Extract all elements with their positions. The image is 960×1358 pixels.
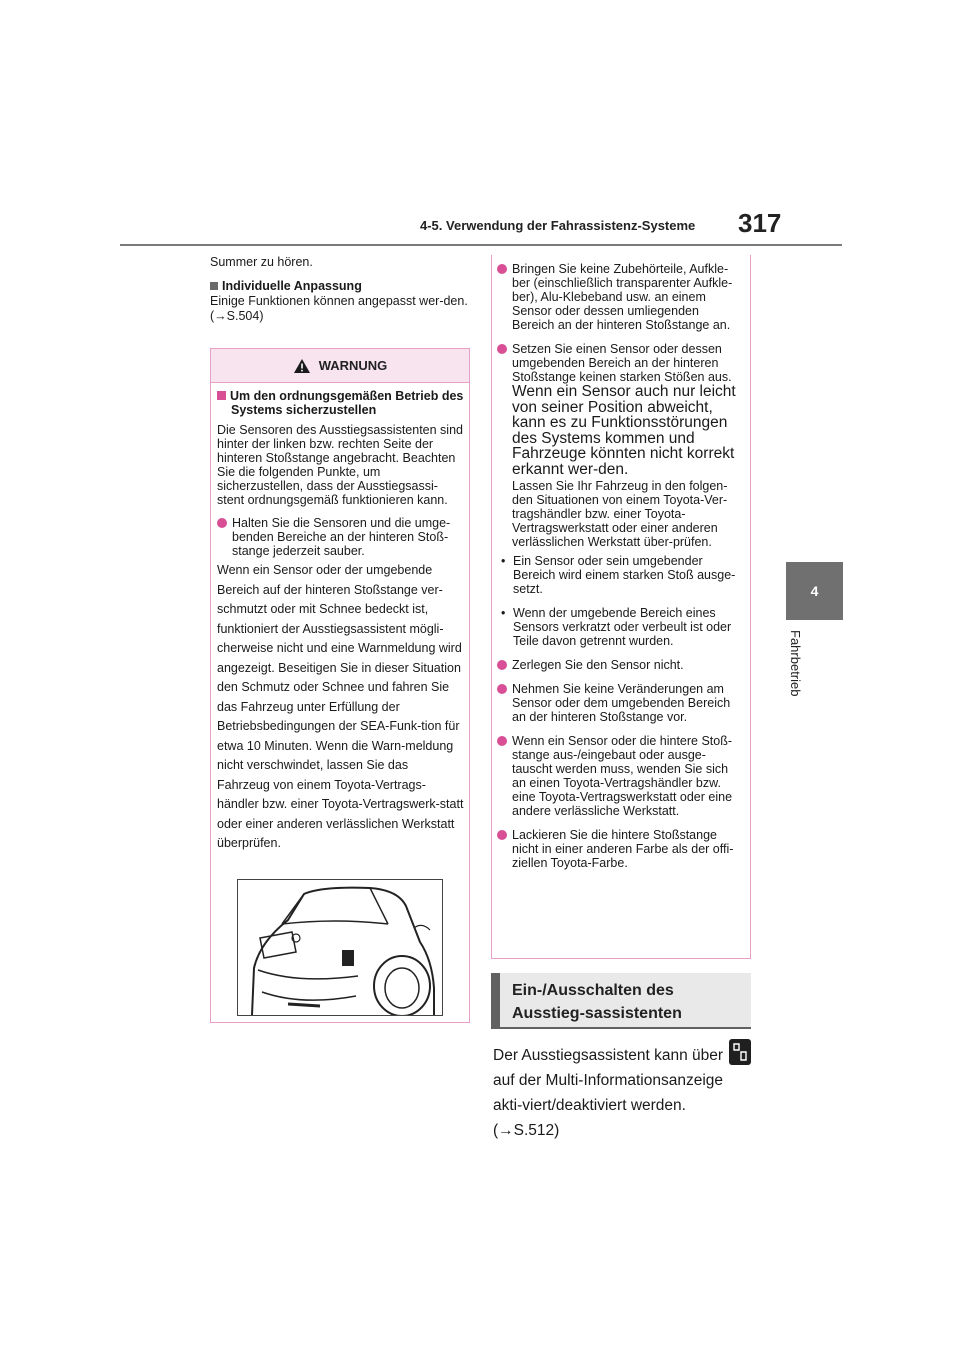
body-line: Der Ausstiegsassistent kann über <box>493 1039 755 1068</box>
bullet-item: Wenn ein Sensor oder die hintere Stoß-stange aus-/eingebaut oder ausge-tauscht werden muss, wenden Sie sich an einen Toyota-Vertragshändler bzw. eine Toyota-Vertragswerkstatt oder eine andere verlässliche Werkstatt. <box>497 734 744 818</box>
warning-triangle-icon <box>293 358 311 374</box>
bullet-dot-icon <box>497 830 507 840</box>
chapter-number: 4 <box>810 583 819 599</box>
left-column <box>210 255 472 324</box>
car-rear-icon <box>238 880 442 1015</box>
square-bullet-icon <box>217 391 226 400</box>
warning-box-continued <box>491 255 751 959</box>
bullet-text: Lassen Sie Ihr Fahrzeug in den folgen-den Situationen von einem Toyota-Ver-tragshändler bzw. einer Toyota-Vertragswerkstatt oder einer anderen verlässlichen Werkstatt über-prüfen. <box>512 479 728 549</box>
car-rear-illustration <box>237 879 443 1016</box>
body-line: auf der Multi-Informationsanzeige akti-viert/deaktiviert werden. (→S.512) <box>493 1072 724 1139</box>
page-number: 317 <box>738 208 782 238</box>
warning-label: WARNUNG <box>318 358 388 373</box>
bullet-dot-icon <box>217 518 227 528</box>
chapter-label: Fahrbetrieb <box>788 630 803 697</box>
display-settings-icon <box>729 1039 751 1065</box>
bullet-mark: • <box>501 554 506 568</box>
bullet-text: Setzen Sie einen Sensor oder dessen umgebenden Bereich an der hinteren Stoßstange keinen starken Stößen aus. <box>512 342 732 384</box>
warning-body <box>211 383 469 854</box>
sub-heading: Individuelle Anpassung <box>210 279 472 294</box>
header-rule <box>120 244 842 246</box>
bullet-item: Bringen Sie keine Zubehörteile, Aufkle-ber (einschließlich transparenter Aufkle-ber), Alu-Klebeband usw. an einem Sensor oder dessen umliegenden Bereich an der hinteren Stoßstange an. <box>497 262 744 332</box>
warning-heading: Um den ordnungsgemäßen Betrieb des Systems sicherzustellen <box>217 389 464 417</box>
body-text <box>493 1039 755 1143</box>
bullet-item: Nehmen Sie keine Veränderungen am Sensor oder dem umgebenden Bereich an der hinteren Stoßstange vor. <box>497 682 744 724</box>
square-bullet-icon <box>210 282 218 290</box>
bullet-mark: • <box>501 606 506 620</box>
warning-header <box>211 349 469 383</box>
bullet-dot-icon <box>497 736 507 746</box>
section-heading: Ein-/Ausschalten des Ausstieg-sassistenten <box>491 973 751 1027</box>
bullet-item: Zerlegen Sie den Sensor nicht. <box>497 658 744 672</box>
section-title: 4-5. Verwendung der Fahrassistenz-Systeme <box>420 218 696 233</box>
section-rule <box>491 1027 751 1029</box>
bullet-item: Lackieren Sie die hintere Stoßstange nicht in einer anderen Farbe als der offi-ziellen Toyota-Farbe. <box>497 828 744 870</box>
bullet-item <box>497 342 744 549</box>
warning-bullet: Halten Sie die Sensoren und die umge-benden Bereiche an der hinteren Stoß-stange jederzeit sauber. <box>217 516 464 558</box>
warning-paragraph: Die Sensoren des Ausstiegsassistenten sind hinter der linken bzw. rechten Seite der hinteren Stoßstange angebracht. Beachten Sie die folgenden Punkte, um sicherzustellen, dass der Ausstiegsassi-stent ordnungsgemäß funktionieren kann. <box>217 423 463 507</box>
bullet-dot-icon <box>497 264 507 274</box>
warning-continuation: Wenn ein Sensor oder der umgebende Bereich auf der hinteren Stoßstange ver-schmutzt oder mit Schnee bedeckt ist, funktioniert der Ausstiegsassistent mögli-cherweise nicht und eine Warnmeldung wird angezeigt. Beseitigen Sie in dieser Situation den Schmutz oder Schnee und fahren Sie das Fahrzeug unter Erfüllung der Betriebsbedingungen der SEA-Funk-tion für etwa 10 Minuten. Wenn die Warn-meldung nicht verschwindet, lassen Sie das Fahrzeug von einem Toyota-Vertrags-händler bzw. einer Toyota-Vertragswerk-statt oder einer anderen verlässlichen Werkstatt überprüfen. <box>217 563 464 850</box>
chapter-tab <box>786 562 843 620</box>
dash-item: • Ein Sensor oder sein umgebender Bereich wird einem starken Stoß ausge-setzt. <box>497 554 744 596</box>
bullet-text-large: Wenn ein Sensor auch nur leicht von seiner Position abweicht, kann es zu Funktionsstörungen des Systems kommen und Fahrzeuge könnten nicht korrekt erkannt wer-den. <box>512 383 736 478</box>
bullet-dot-icon <box>497 684 507 694</box>
bullet-dot-icon <box>497 344 507 354</box>
intro-text: Summer zu hören. <box>210 255 313 269</box>
bullet-dot-icon <box>497 660 507 670</box>
sub-text: Einige Funktionen können angepasst wer-den. (→S.504) <box>210 294 468 323</box>
dash-item: • Wenn der umgebende Bereich eines Sensors verkratzt oder verbeult ist oder Teile davon getrennt wurden. <box>497 606 744 648</box>
